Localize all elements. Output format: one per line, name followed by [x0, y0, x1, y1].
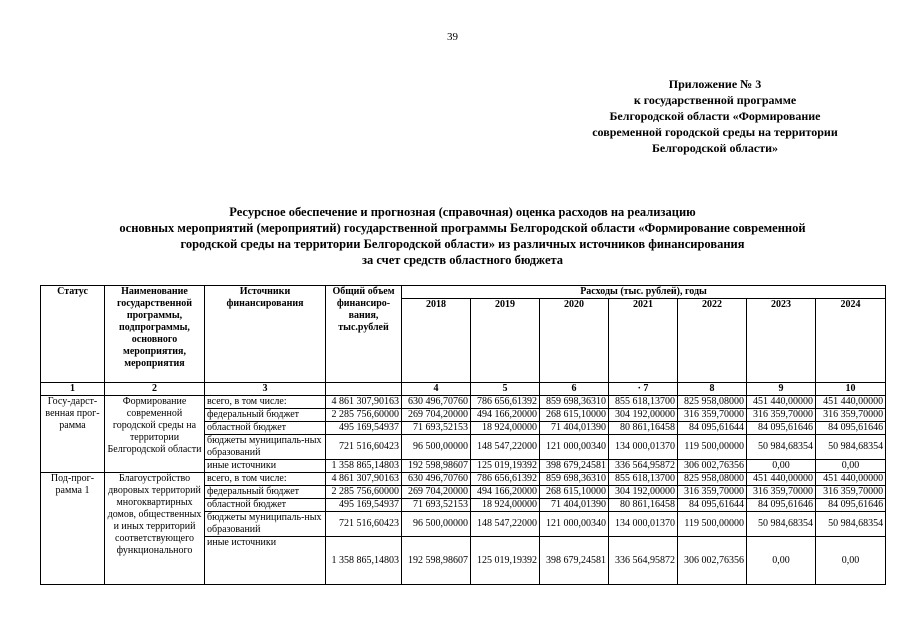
row-value: 192 598,98607 [402, 460, 471, 473]
row-value: 859 698,36310 [540, 473, 609, 486]
row-value: 316 359,70000 [816, 486, 886, 499]
row-value: 50 984,68354 [816, 512, 886, 537]
row-source: областной бюджет [205, 499, 326, 512]
row-value: 0,00 [747, 537, 816, 585]
row-value: 125 019,19392 [471, 460, 540, 473]
row-value: 451 440,00000 [747, 396, 816, 409]
row-value: 786 656,61392 [471, 473, 540, 486]
appendix-line: Приложение № 3 [668, 77, 762, 91]
header-year: 2023 [747, 299, 816, 383]
row-source: иные источники [205, 460, 326, 473]
row-value: 0,00 [816, 537, 886, 585]
row-value: 398 679,24581 [540, 460, 609, 473]
row-value: 71 404,01390 [540, 499, 609, 512]
row-source: областной бюджет [205, 422, 326, 435]
row-value: 859 698,36310 [540, 396, 609, 409]
header-name: Наименование государственной программы, подпрограммы, основного мероприятия, мероприятия [105, 286, 205, 383]
column-number: 9 [747, 383, 816, 396]
row-value: 84 095,61646 [816, 499, 886, 512]
row-total: 495 169,54937 [326, 422, 402, 435]
appendix-block [560, 76, 870, 156]
row-value: 451 440,00000 [747, 473, 816, 486]
title-line: основных мероприятий (мероприятий) государственной программы Белгородской области «Формирование современной [119, 221, 806, 235]
column-number: 2 [105, 383, 205, 396]
row-source: всего, в том числе: [205, 473, 326, 486]
row-value: 18 924,00000 [471, 422, 540, 435]
row-value: 50 984,68354 [816, 435, 886, 460]
column-number: 4 [402, 383, 471, 396]
row-value: 494 166,20000 [471, 409, 540, 422]
row-value: 630 496,70760 [402, 473, 471, 486]
row-value: 121 000,00340 [540, 435, 609, 460]
row-value: 825 958,08000 [678, 396, 747, 409]
row-total: 1 358 865,14803 [326, 537, 402, 585]
appendix-line: Белгородской области «Формирование [609, 109, 821, 123]
row-value: 269 704,20000 [402, 409, 471, 422]
row-value: 134 000,01370 [609, 435, 678, 460]
row-total: 2 285 756,60000 [326, 409, 402, 422]
row-value: 18 924,00000 [471, 499, 540, 512]
header-year: 2019 [471, 299, 540, 383]
row-value: 84 095,61646 [747, 422, 816, 435]
table-row [41, 473, 886, 486]
row-value: 304 192,00000 [609, 486, 678, 499]
row-value: 119 500,00000 [678, 512, 747, 537]
row-value: 306 002,76356 [678, 537, 747, 585]
row-value: 96 500,00000 [402, 512, 471, 537]
row-value: 71 404,01390 [540, 422, 609, 435]
row-value: 269 704,20000 [402, 486, 471, 499]
column-number: 10 [816, 383, 886, 396]
appendix-line: Белгородской области» [651, 141, 779, 155]
row-value: 316 359,70000 [747, 409, 816, 422]
row-value: 71 693,52153 [402, 422, 471, 435]
header-year: 2021 [609, 299, 678, 383]
column-number: · 7 [609, 383, 678, 396]
row-value: 80 861,16458 [609, 499, 678, 512]
table-row [41, 396, 886, 409]
row-value: 119 500,00000 [678, 435, 747, 460]
header-status: Статус [41, 286, 105, 383]
column-number: 5 [471, 383, 540, 396]
document-title [60, 204, 865, 268]
header-year: 2020 [540, 299, 609, 383]
row-total: 1 358 865,14803 [326, 460, 402, 473]
row-source: бюджеты муниципаль-ных образований [205, 435, 326, 460]
header-year: 2018 [402, 299, 471, 383]
appendix-line: современной городской среды на территории [592, 125, 838, 139]
row-name: Благоустройство дворовых территорий многоквартирных домов, общественных и иных территорий соответствующего функционального [105, 473, 205, 585]
row-value: 134 000,01370 [609, 512, 678, 537]
row-status: Госу-дарст-венная прог-рамма [41, 396, 105, 473]
row-total: 4 861 307,90163 [326, 473, 402, 486]
header-year: 2022 [678, 299, 747, 383]
column-number: 3 [205, 383, 326, 396]
column-number-row [41, 383, 886, 396]
row-value: 306 002,76356 [678, 460, 747, 473]
row-value: 0,00 [816, 460, 886, 473]
row-value: 80 861,16458 [609, 422, 678, 435]
row-value: 50 984,68354 [747, 512, 816, 537]
row-value: 316 359,70000 [816, 409, 886, 422]
row-value: 121 000,00340 [540, 512, 609, 537]
title-line: городской среды на территории Белгородской области» из различных источников финансирования [180, 237, 745, 251]
row-value: 336 564,95872 [609, 460, 678, 473]
row-value: 304 192,00000 [609, 409, 678, 422]
row-total: 721 516,60423 [326, 435, 402, 460]
row-value: 192 598,98607 [402, 537, 471, 585]
title-line: Ресурсное обеспечение и прогнозная (справочная) оценка расходов на реализацию [229, 205, 696, 219]
row-value: 316 359,70000 [678, 409, 747, 422]
header-sources: Источники финансирования [205, 286, 326, 383]
row-value: 96 500,00000 [402, 435, 471, 460]
row-value: 336 564,95872 [609, 537, 678, 585]
row-value: 855 618,13700 [609, 396, 678, 409]
header-year: 2024 [816, 299, 886, 383]
row-value: 451 440,00000 [816, 473, 886, 486]
row-value: 316 359,70000 [747, 486, 816, 499]
row-value: 825 958,08000 [678, 473, 747, 486]
row-value: 84 095,61646 [747, 499, 816, 512]
budget-table [40, 285, 886, 585]
row-value: 494 166,20000 [471, 486, 540, 499]
row-total: 2 285 756,60000 [326, 486, 402, 499]
row-status: Под-прог-рамма 1 [41, 473, 105, 585]
header-total: Общий объем финансиро-вания, тыс.рублей [326, 286, 402, 383]
row-value: 268 615,10000 [540, 486, 609, 499]
row-value: 398 679,24581 [540, 537, 609, 585]
column-number: 1 [41, 383, 105, 396]
row-value: 786 656,61392 [471, 396, 540, 409]
row-source: федеральный бюджет [205, 409, 326, 422]
row-total: 495 169,54937 [326, 499, 402, 512]
row-source: бюджеты муниципаль-ных образований [205, 512, 326, 537]
title-line: за счет средств областного бюджета [361, 253, 564, 267]
row-value: 316 359,70000 [678, 486, 747, 499]
row-value: 84 095,61644 [678, 499, 747, 512]
column-number: 8 [678, 383, 747, 396]
row-source: федеральный бюджет [205, 486, 326, 499]
row-value: 50 984,68354 [747, 435, 816, 460]
row-name: Формирование современной городской среды на территории Белгородской области [105, 396, 205, 473]
row-value: 268 615,10000 [540, 409, 609, 422]
page-number: 39 [447, 31, 458, 43]
row-value: 71 693,52153 [402, 499, 471, 512]
row-value: 630 496,70760 [402, 396, 471, 409]
column-number: 6 [540, 383, 609, 396]
row-value: 84 095,61644 [678, 422, 747, 435]
row-value: 148 547,22000 [471, 435, 540, 460]
row-value: 125 019,19392 [471, 537, 540, 585]
appendix-line: к государственной программе [633, 93, 797, 107]
row-value: 148 547,22000 [471, 512, 540, 537]
row-total: 4 861 307,90163 [326, 396, 402, 409]
row-source: всего, в том числе: [205, 396, 326, 409]
row-value: 84 095,61646 [816, 422, 886, 435]
row-total: 721 516,60423 [326, 512, 402, 537]
row-value: 0,00 [747, 460, 816, 473]
header-expenses: Расходы (тыс. рублей), годы [402, 286, 886, 299]
row-value: 451 440,00000 [816, 396, 886, 409]
column-number [326, 383, 402, 396]
row-value: 855 618,13700 [609, 473, 678, 486]
row-source: иные источники [205, 537, 326, 585]
